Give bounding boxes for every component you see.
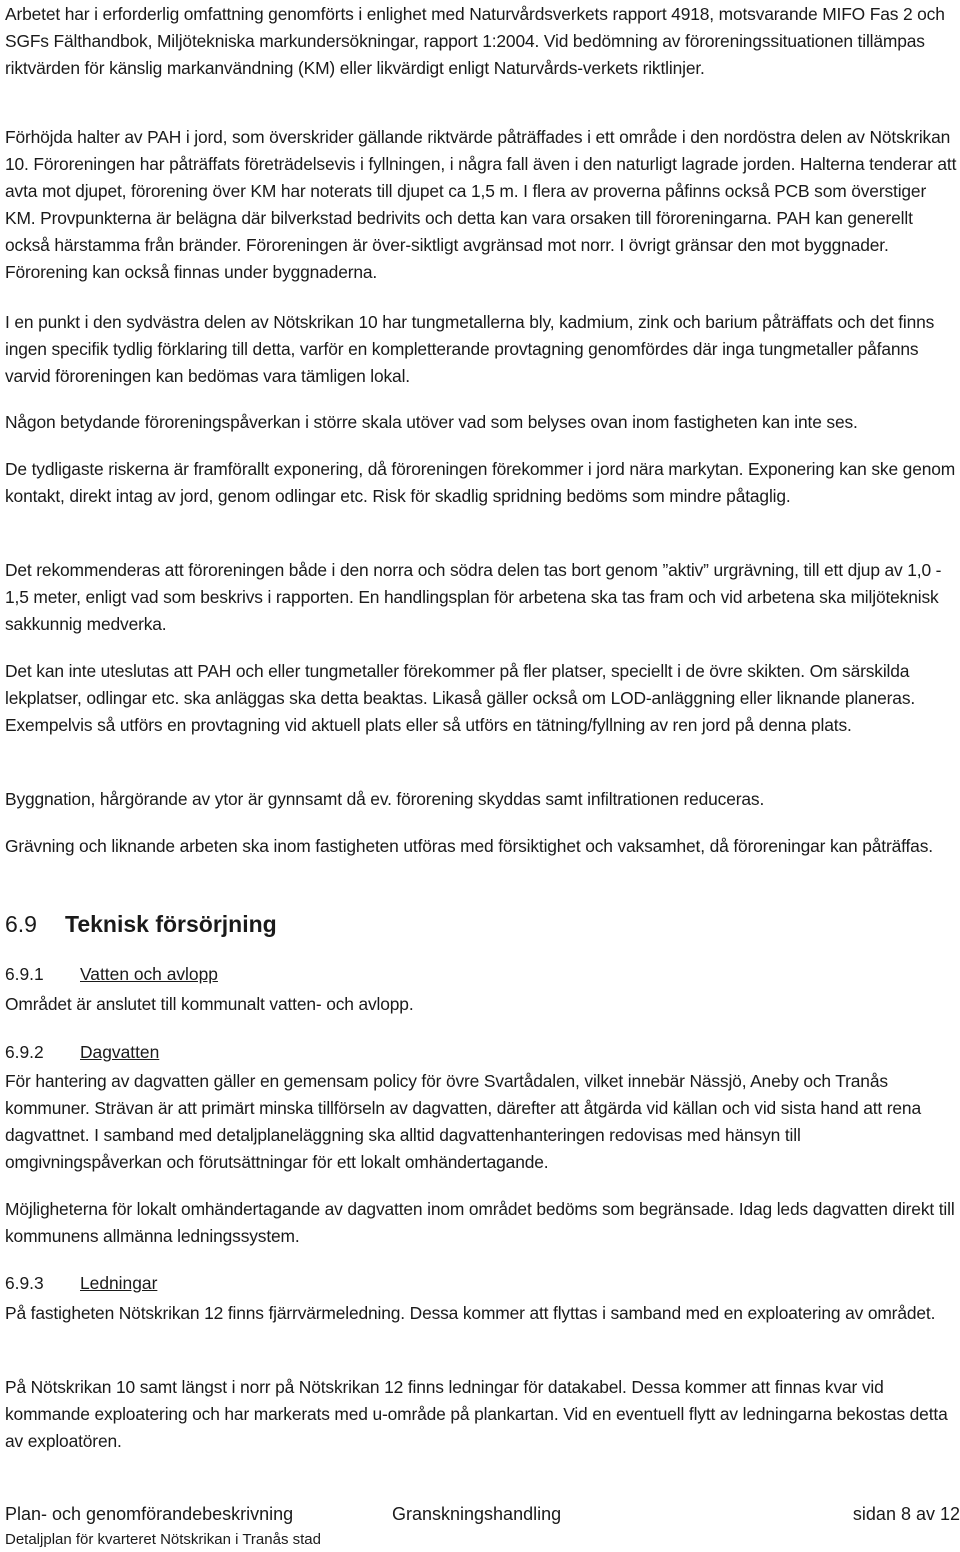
- section-number: 6.9: [5, 911, 37, 937]
- subsection-heading: [5, 961, 957, 987]
- subsection-number: 6.9.1: [5, 964, 44, 984]
- section-title: Teknisk försörjning: [65, 911, 277, 937]
- paragraph: Arbetet har i erforderlig omfattning genomförts i enlighet med Naturvårdsverkets rapport 4918, motsvarande MIFO Fas 2 och SGFs Fälthandbok, Miljötekniska markundersökningar, rapport 1:2004. Vid bedömning av föroreningssituationen tillämpas riktvärden för känslig markanvändning (KM) eller likvärdigt enligt Naturvårds-verkets riktlinjer.: [5, 4, 945, 78]
- paragraph: Förhöjda halter av PAH i jord, som överskrider gällande riktvärde påträffades i ett område i den nordöstra delen av Nötskrikan 10. Föroreningen har påträffats företrädelsevis i fyllningen, i några fall även i den naturligt lagrade jorden. Halterna tenderar att avta mot djupet, förorening över KM har noterats till djupet ca 1,5 m. I flera av proverna påfinns också PCB som överstiger KM. Provpunkterna är belägna där bilverkstad bedrivits och detta kan vara orsaken till föroreningarna. PAH kan generellt också härstamma från bränder. Föroreningen är över-siktligt avgränsad mot norr. I övrigt gränsar den mot byggnader. Förorening kan också finnas under byggnaderna.: [5, 127, 957, 282]
- paragraph: De tydligaste riskerna är framförallt exponering, då föroreningen förekommer i jord nära markytan. Exponering kan ske genom kontakt, direkt intag av jord, genom odlingar etc. Risk för skadlig spridning bedöms som mindre påtaglig.: [5, 459, 956, 506]
- subsection-heading: [5, 1039, 957, 1065]
- paragraph: På Nötskrikan 10 samt längst i norr på Nötskrikan 12 finns ledningar för datakabel. Dessa kommer att finnas kvar vid kommande exploatering och har markerats med u-område på plankartan. Vid en eventuell flytt av ledningarna bekostas detta av exploatören.: [5, 1377, 948, 1451]
- subsection-title: Vatten och avlopp: [80, 964, 218, 984]
- paragraph: I en punkt i den sydvästra delen av Nötskrikan 10 har tungmetallerna bly, kadmium, zink och barium påträffats och det finns ingen specifik tydlig förklaring till detta, varför en kompletterande provtagning genomfördes där inga tungmetaller påfanns varvid föroreningen kan bedömas vara tämligen lokal.: [5, 312, 935, 386]
- paragraph: Det rekommenderas att föroreningen både i den norra och södra delen tas bort genom ”aktiv” urgrävning, till ett djup av 1,0 - 1,5 meter, enligt vad som beskrivs i rapporten. En handlingsplan för arbetena ska tas fram och vid arbetena ska miljöteknisk sakkunnig medverka.: [5, 560, 942, 634]
- footer-document-type: Plan- och genomförandebeskrivning: [5, 1504, 294, 1524]
- paragraph: Byggnation, hårgörande av ytor är gynnsamt då ev. förorening skyddas samt infiltrationen reduceras.: [5, 789, 765, 809]
- subsection-title: Dagvatten: [80, 1042, 160, 1062]
- paragraph: Det kan inte uteslutas att PAH och eller tungmetaller förekommer på fler platser, speciellt i de övre skikten. Om särskilda lekplatser, odlingar etc. ska anläggas ska detta beaktas. Likaså gäller också om LOD-anläggning eller liknande planeras. Exempelvis så utförs en provtagning vid aktuell plats eller så utförs en tätning/fyllning av ren jord på denna plats.: [5, 661, 916, 735]
- footer-plan-name: Detaljplan för kvarteret Nötskrikan i Tranås stad: [5, 1531, 321, 1548]
- paragraph: För hantering av dagvatten gäller en gemensam policy för övre Svartådalen, vilket innebär Nässjö, Aneby och Tranås kommuner. Strävan är att primärt minska tillförseln av dagvatten, därefter att åtgärda vid källan och vid sista hand att rena dagvattnet. I samband med detaljplaneläggning ska alltid dagvattenhanteringen redovisas med hänsyn till omgivningspåverkan och förutsättningar för ett lokalt omhändertagande.: [5, 1071, 921, 1172]
- paragraph: Någon betydande föroreningspåverkan i större skala utöver vad som belyses ovan inom fastigheten kan inte ses.: [5, 412, 858, 432]
- subsection-number: 6.9.3: [5, 1273, 44, 1293]
- subsection-heading: [5, 1270, 957, 1296]
- subsection-number: 6.9.2: [5, 1042, 44, 1062]
- paragraph: Möjligheterna för lokalt omhändertagande av dagvatten inom området bedöms som begränsade. Idag leds dagvatten direkt till kommunens allmänna ledningssystem.: [5, 1199, 955, 1246]
- paragraph: Området är anslutet till kommunalt vatten- och avlopp.: [5, 994, 414, 1014]
- footer-page-number: sidan 8 av 12: [852, 1504, 960, 1524]
- section-heading: [5, 908, 277, 940]
- footer-status: Granskningshandling: [392, 1504, 562, 1524]
- paragraph: På fastigheten Nötskrikan 12 finns fjärrvärmeledning. Dessa kommer att flyttas i samband med en exploatering av området.: [5, 1303, 936, 1323]
- paragraph: Grävning och liknande arbeten ska inom fastigheten utföras med försiktighet och vaksamhet, då föroreningar kan påträffas.: [5, 836, 933, 856]
- subsection-title: Ledningar: [80, 1273, 158, 1293]
